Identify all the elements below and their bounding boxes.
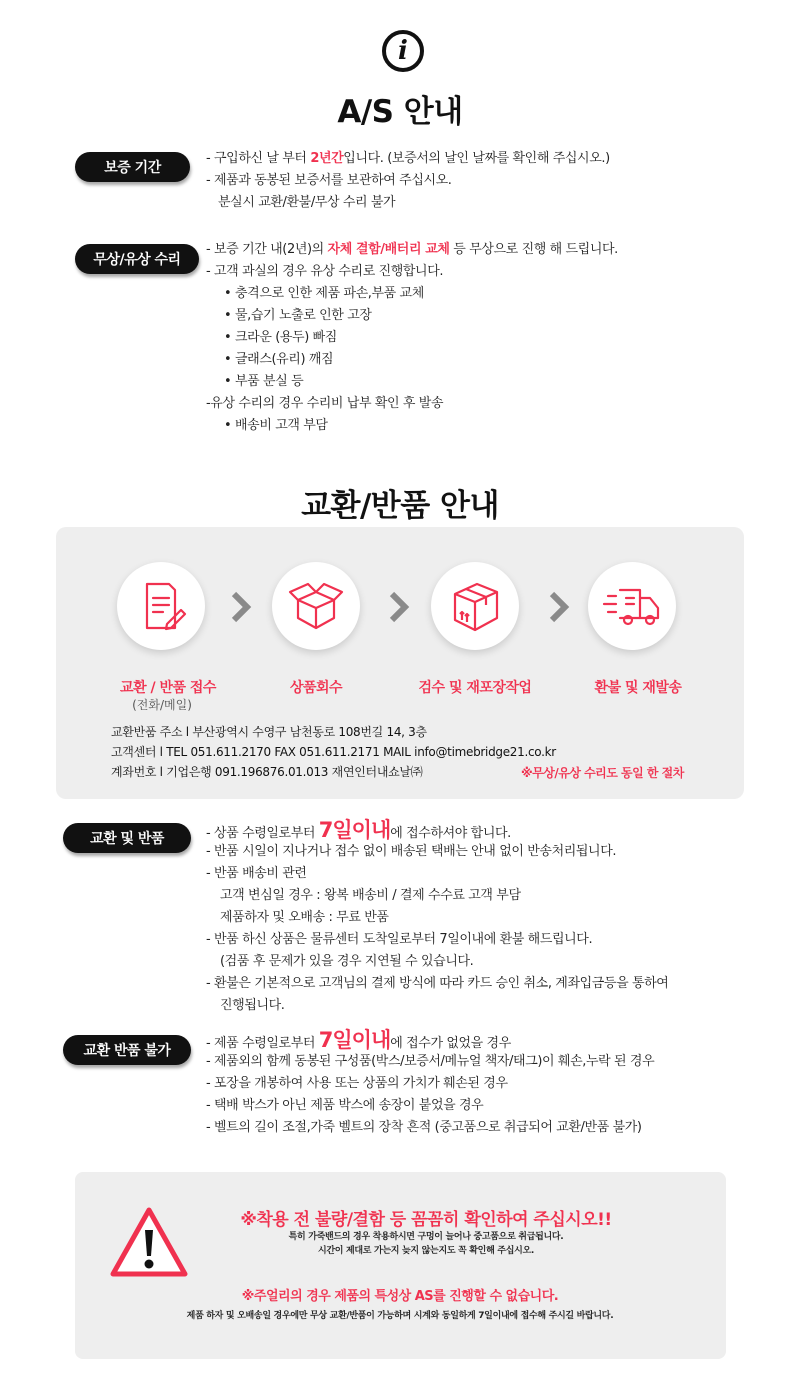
chevron-right-icon [388,590,410,624]
chevron-right-icon [548,590,570,624]
repair-item: • 충격으로 인한 제품 파손,부품 교체 [224,286,424,301]
delivery-truck-icon [588,562,676,650]
repair-line: - 고객 과실의 경우 유상 수리로 진행합니다. [206,264,444,279]
exchange-line: - 환불은 기본적으로 고객님의 결제 방식에 따라 카드 승인 취소, 계좌입금등을 통하여 [206,976,669,991]
return-address: 교환반품 주소 l 부산광역시 수영구 남천동로 108번길 14, 3층 [111,725,427,739]
bank-account: 계좌번호 l 기업은행 091.196876.01.013 재연인터내쇼날㈜ [111,765,423,779]
step-sub-label: (전화/메일) [132,698,192,712]
exchange-line: 진행됩니다. [220,998,285,1013]
chevron-right-icon [230,590,252,624]
exchange-title: 교환/반품 안내 [301,488,499,524]
repair-line: - 보증 기간 내(2년)의 자체 결함/배터리 교체 등 무상으로 진행 해 드립니다. [206,242,618,257]
repair-item: • 부품 분실 등 [224,374,304,389]
paid-repair-item: • 배송비 고객 부담 [224,418,328,433]
warranty-period-label: 보증 기간 [75,152,190,182]
no-exchange-line: - 제품외의 함께 동봉된 구성품(박스/보증서/메뉴얼 책자/태그)이 훼손,누락 된 경우 [206,1054,655,1069]
same-procedure-note: ※무상/유상 수리도 동일 한 절차 [521,766,684,780]
package-icon [431,562,519,650]
document-pen-icon [117,562,205,650]
repair-item: • 글래스(유리) 깨짐 [224,352,334,367]
warranty-line: - 구입하신 날 부터 2년간입니다. (보증서의 날인 날짜를 확인해 주십시오.) [206,151,610,166]
no-exchange-lines [206,1029,654,1139]
warning-triangle-icon [108,1204,190,1280]
no-exchange-line: - 제품 수령일로부터 7일이내에 접수가 없었을 경우 [206,1028,511,1052]
exchange-line: 고객 변심일 경우 : 왕복 배송비 / 결제 수수료 고객 부담 [220,888,521,903]
step-label: 상품회수 [289,680,343,696]
exchange-line: (검품 후 문제가 있을 경우 지연될 수 있습니다. [220,954,474,969]
exchange-line: - 반품 하신 상품은 물류센터 도착일로부터 7일이내에 환불 해드립니다. [206,932,593,947]
repair-item: • 크라운 (용두) 빠짐 [224,330,337,345]
warning-heading: ※착용 전 불량/결함 등 꼼꼼히 확인하여 주십시오!! [240,1210,612,1230]
jewelry-notice-text: 제품 하자 및 오배송일 경우에만 무상 교환/반품이 가능하며 시계와 동일하게 7일이내에 접수해 주시길 바랍니다. [186,1311,614,1321]
no-exchange-line: - 포장을 개봉하여 사용 또는 상품의 가치가 훼손된 경우 [206,1076,508,1091]
repair-item: • 물,습기 노출로 인한 고장 [224,308,372,323]
no-exchange-line: - 택배 박스가 아닌 제품 박스에 송장이 붙었을 경우 [206,1098,484,1113]
repair-label: 무상/유상 수리 [75,244,199,274]
jewelry-notice-heading: ※주얼리의 경우 제품의 특성상 AS를 진행할 수 없습니다. [241,1289,559,1304]
step-label: 환불 및 재발송 [594,680,682,696]
exchange-lines [206,819,668,1017]
exchange-return-label: 교환 및 반품 [63,823,191,853]
step-label: 검수 및 재포장작업 [418,680,532,696]
no-exchange-line: - 벨트의 길이 조절,가죽 벨트의 장착 흔적 (중고품으로 취급되어 교환/반품 불가) [206,1120,642,1135]
exchange-line: - 반품 시일이 지나거나 접수 없이 배송된 택배는 안내 없이 반송처리됩니다. [206,844,617,859]
exchange-line: - 반품 배송비 관련 [206,866,307,881]
step-label: 교환 / 반품 접수 [120,680,216,696]
warning-text: 시간이 제대로 가는지 늦지 않는지도 꼭 확인해 주십시오. [317,1246,535,1256]
paid-repair-line: -유상 수리의 경우 수리비 납부 확인 후 발송 [206,396,444,411]
no-exchange-label: 교환 반품 불가 [63,1035,191,1065]
exchange-line: 제품하자 및 오배송 : 무료 반품 [220,910,389,925]
open-box-icon [272,562,360,650]
warranty-line: 분실시 교환/환불/무상 수리 불가 [218,195,396,210]
as-title: A/S 안내 [337,94,463,130]
info-icon: i [382,30,424,72]
customer-center-contact: 고객센터 l TEL 051.611.2170 FAX 051.611.2171 MAIL info@timebridge21.co.kr [111,745,556,759]
exchange-line: - 상품 수령일로부터 7일이내에 접수하셔야 합니다. [206,818,511,842]
warning-text: 특히 가죽밴드의 경우 착용하시면 구멍이 늘어나 중고품으로 취급됩니다. [288,1232,564,1242]
warranty-line: - 제품과 동봉된 보증서를 보관하여 주십시오. [206,173,452,188]
warranty-lines [206,148,610,214]
repair-lines [206,239,618,437]
